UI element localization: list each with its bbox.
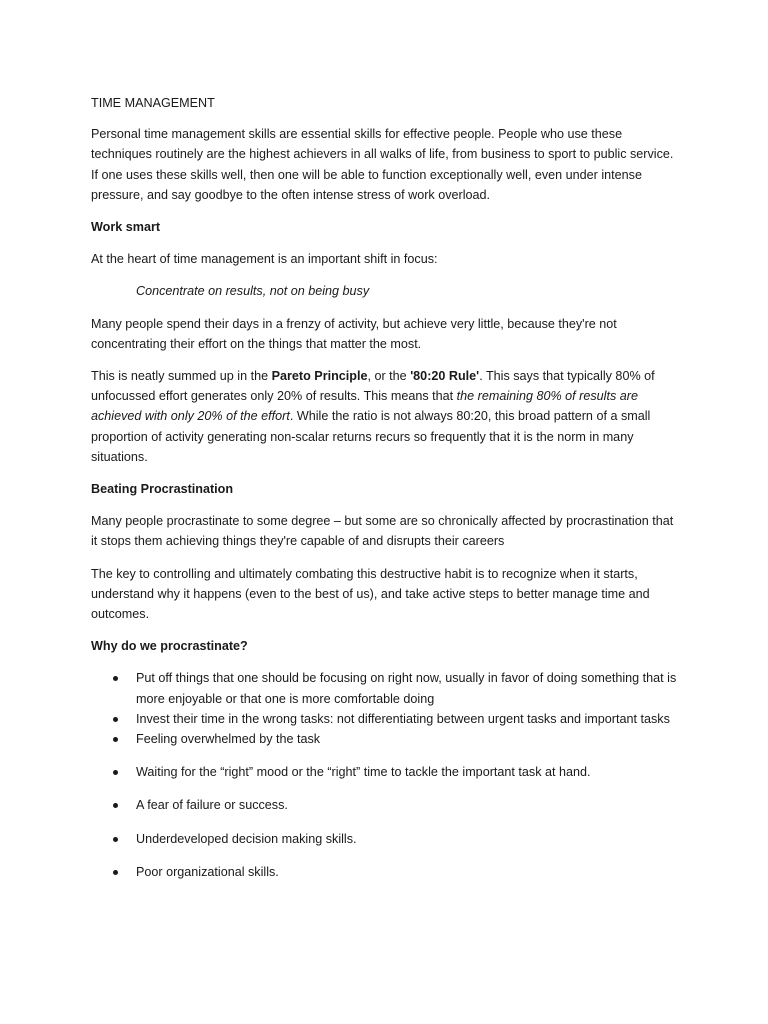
- bullet-icon: [113, 803, 118, 808]
- list-item: [91, 668, 681, 708]
- pareto-text-4: . While the ratio is not always 80:20, this broad pattern of a small proportion of activity generating non-scalar returns recurs so frequently that it is the norm in many situations.: [91, 409, 651, 464]
- list-item-text: Feeling overwhelmed by the task: [136, 732, 321, 747]
- bullet-icon: [113, 717, 118, 722]
- list-item: [91, 729, 681, 749]
- list-item: [91, 829, 681, 849]
- list-item: [91, 762, 681, 782]
- document-title: TIME MANAGEMENT: [91, 96, 215, 110]
- document-body: [91, 93, 681, 882]
- pareto-paragraph: [91, 366, 681, 467]
- pareto-text-2: , or the: [367, 369, 411, 384]
- bullet-icon: [113, 770, 118, 775]
- list-item-text: Waiting for the “right” mood or the “right” time to tackle the important task at hand.: [136, 765, 591, 780]
- list-item: [91, 709, 681, 729]
- list-item-text: Underdeveloped decision making skills.: [136, 831, 357, 846]
- list-item-text: Put off things that one should be focusing on right now, usually in favor of doing something that is more enjoyable or that one is more comfortable doing: [136, 671, 677, 706]
- list-item-text: Invest their time in the wrong tasks: not differentiating between urgent tasks and important tasks: [136, 711, 670, 726]
- focus-quote: Concentrate on results, not on being busy: [136, 284, 370, 299]
- pareto-italic-text: the remaining 80% of results are achieved with only 20% of the effort: [91, 389, 638, 424]
- bullet-icon: [113, 837, 118, 842]
- activity-paragraph: Many people spend their days in a frenzy of activity, but achieve very little, because they're not concentrating their effort on the things that matter the most.: [91, 316, 617, 351]
- procrastination-paragraph-1: Many people procrastinate to some degree – but some are so chronically affected by procrastination that it stops them achieving things they're capable of and disrupts their careers: [91, 514, 674, 549]
- procrastination-paragraph-2: The key to controlling and ultimately combating this destructive habit is to recognize when it starts, understand why it happens (even to the best of us), and take active steps to better manage time and outcomes.: [91, 566, 650, 622]
- list-item-text: A fear of failure or success.: [136, 798, 288, 813]
- pareto-text-3: . This says that typically 80% of unfocussed effort generates only 20% of results. This means that: [91, 369, 655, 404]
- heading-work-smart: Work smart: [91, 220, 161, 235]
- bullet-icon: [113, 676, 118, 681]
- heading-why-procrastinate: Why do we procrastinate?: [91, 639, 248, 654]
- bullet-icon: [113, 737, 118, 742]
- pareto-rule-term: '80:20 Rule': [410, 369, 480, 384]
- intro-paragraph: Personal time management skills are essential skills for effective people. People who use these techniques routinely are the highest achievers in all walks of life, from business to sport to public service. If one uses these skills well, then one will be able to function exceptionally well, even under intense pressure, and say goodbye to the often intense stress of work overload.: [91, 127, 674, 202]
- pareto-principle-term: Pareto Principle: [271, 369, 368, 384]
- work-smart-lead: At the heart of time management is an important shift in focus:: [91, 252, 438, 267]
- bullet-icon: [113, 870, 118, 875]
- reasons-list: [91, 668, 681, 882]
- list-item: [91, 862, 681, 882]
- heading-beating-procrastination: Beating Procrastination: [91, 482, 234, 497]
- list-item: [91, 795, 681, 815]
- pareto-text-1: This is neatly summed up in the: [91, 369, 272, 384]
- list-item-text: Poor organizational skills.: [136, 864, 279, 879]
